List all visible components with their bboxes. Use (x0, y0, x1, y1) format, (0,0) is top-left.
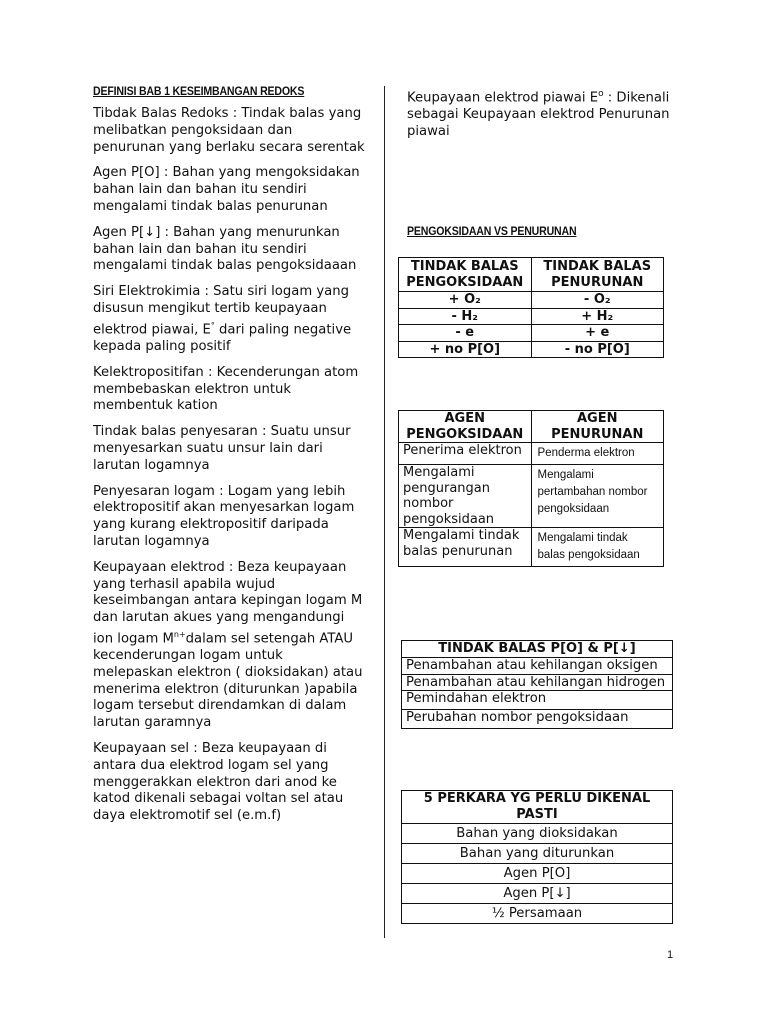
table-cell: Agen P[↓] (402, 884, 673, 904)
table-header-cell: 5 PERKARA YG PERLU DIKENAL PASTI (402, 791, 673, 824)
table-row (399, 443, 664, 465)
definition-electrode-potential (93, 560, 365, 732)
table-header-cell: TINDAK BALAS PENURUNAN (531, 258, 664, 292)
agents-table (398, 410, 664, 567)
superscript: ° (210, 320, 215, 330)
table-row (399, 465, 664, 528)
table-header-cell: AGEN PENGOKSIDAAN (399, 411, 532, 443)
table-header-row (402, 791, 673, 824)
table-row (402, 824, 673, 844)
table-cell: - H₂ (399, 308, 532, 325)
table-cell: Penerima elektron (399, 443, 532, 465)
right-heading: PENGOKSIDAAN VS PENURUNAN (407, 226, 577, 238)
table-row (402, 904, 673, 924)
table-row (402, 844, 673, 864)
definition-redox: Tibdak Balas Redoks : Tindak balas yang melibatkan pengoksidaan dan penurunan yang berlaku secara serentak (93, 106, 365, 155)
table-row (402, 710, 673, 729)
text-part: Siri Elektrokimia : Satu siri logam yang disusun mengikut tertib keupayaan elektrod piawai, E (93, 284, 349, 338)
superscript: o (598, 89, 604, 99)
table-cell: Agen P[O] (402, 864, 673, 884)
table-header-row (402, 641, 673, 658)
standard-electrode-potential-text (407, 86, 677, 141)
table-header-row (399, 258, 664, 292)
text-part: : Dikenali sebagai Keupayaan elektrod Penurunan piawai (407, 90, 670, 139)
definition-reducing-agent: Agen P[↓] : Bahan yang menurunkan bahan lain dan bahan itu sendiri mengalami tindak balas pengoksidaaan (93, 224, 357, 274)
text-part: Keupayaan elektrod : Beza keupayaan yang terhasil apabila wujud keseimbangan antara kepingan logam M dan larutan akues yang mengandungi ion logam M (93, 559, 363, 647)
table-row (402, 658, 673, 675)
table-row (399, 341, 664, 358)
table-row (402, 674, 673, 691)
table-cell: Bahan yang diturunkan (402, 844, 673, 864)
definition-metal-displacement: Penyesaran logam : Logam yang lebih elektropositif akan menyesarkan logam yang kurang elektropositif daripada larutan logamnya (93, 483, 355, 549)
table-cell: Bahan yang dioksidakan (402, 824, 673, 844)
table-row (402, 864, 673, 884)
table-cell: + O₂ (399, 292, 532, 309)
text-part: dalam sel setengah ATAU kecenderungan logam untuk melepaskan elektron ( dioksidakan) atau menerima elektron (diturunkan )apabila logam tersebut direndamkan di dalam larutan garamnya (93, 631, 363, 731)
table-header-row (399, 411, 664, 443)
table-cell: Pemindahan elektron (402, 691, 673, 710)
left-heading: DEFINISI BAB 1 KESEIMBANGAN REDOKS (93, 86, 305, 98)
table-cell: + H₂ (531, 308, 664, 325)
table-cell: ½ Persamaan (402, 904, 673, 924)
table-row (399, 528, 664, 567)
table-cell: Mengalami tindak balas pengoksidaan (531, 528, 664, 567)
table-cell: Penambahan atau kehilangan hidrogen (402, 674, 673, 691)
table-row (402, 884, 673, 904)
left-column (93, 86, 365, 834)
table-cell: + no P[O] (399, 341, 532, 358)
definition-electropositivity: Kelektropositifan : Kecenderungan atom membebaskan elektron untuk membentuk kation (93, 364, 359, 414)
table-cell: Mengalami pertambahan nombor pengoksidaan (531, 465, 664, 528)
table-cell: - e (399, 325, 532, 342)
table-cell: Mengalami pengurangan nombor pengoksidaan (399, 465, 532, 528)
table-header-cell: TINDAK BALAS PENGOKSIDAAN (399, 258, 532, 292)
redox-types-table (401, 640, 673, 729)
table-cell: Penambahan atau kehilangan oksigen (402, 658, 673, 675)
table-cell: Penderma elektron (531, 443, 664, 465)
definition-electrochemical-series (93, 284, 365, 356)
table-cell: - no P[O] (531, 341, 664, 358)
table-cell: Mengalami tindak balas penurunan (399, 528, 532, 567)
table-row (399, 292, 664, 309)
table-cell: + e (531, 325, 664, 342)
definition-oxidising-agent: Agen P[O] : Bahan yang mengoksidakan bahan lain dan bahan itu sendiri mengalami tindak balas penurunan (93, 165, 360, 214)
table-cell: Perubahan nombor pengoksidaan (402, 710, 673, 729)
five-things-table (401, 790, 673, 924)
page-number: 1 (667, 949, 674, 961)
oxidation-reduction-table (398, 257, 664, 358)
text-part: Keupayaan elektrod piawai E (407, 90, 599, 106)
superscript: n+ (173, 629, 186, 639)
definition-cell-potential: Keupayaan sel : Beza keupayaan di antara dua elektrod logam sel yang menggerakkan elektron dari anod ke katod dikenali sebagai voltan sel atau daya elektromotif sel (e.m.f) (93, 741, 344, 824)
table-cell: - O₂ (531, 292, 664, 309)
table-row (399, 308, 664, 325)
table-header-cell: TINDAK BALAS P[O] & P[↓] (402, 641, 673, 658)
table-row (399, 325, 664, 342)
definition-displacement-reaction: Tindak balas penyesaran : Suatu unsur menyesarkan suatu unsur lain dari larutan logamnya (93, 424, 351, 473)
column-divider (384, 86, 385, 938)
text-part: dari paling negative kepada paling positif (93, 322, 352, 354)
table-header-cell: AGEN PENURUNAN (531, 411, 664, 443)
table-row (402, 691, 673, 710)
